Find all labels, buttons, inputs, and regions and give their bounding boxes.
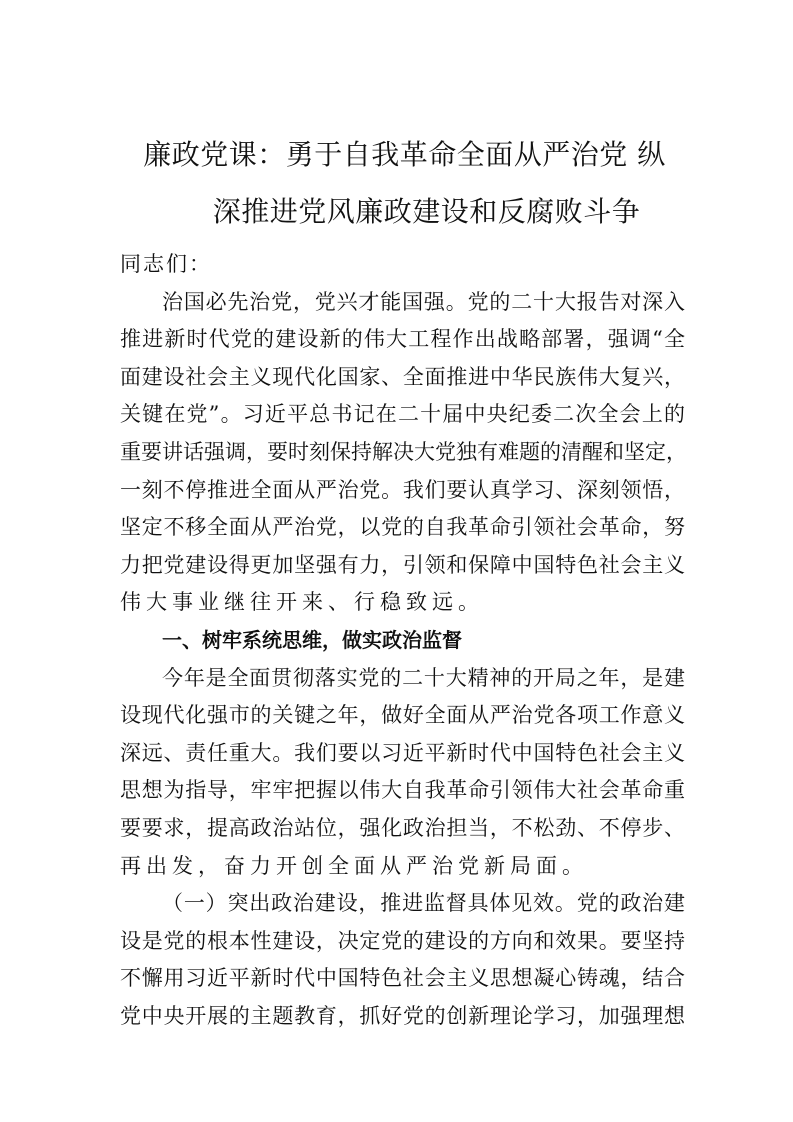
paragraph-line: 设是党的根本性建设，决定党的建设的方向和效果。要坚持	[120, 928, 685, 953]
paragraph-line: 关键在党”。习近平总书记在二十届中央纪委二次全会上的	[120, 402, 685, 427]
paragraph-line: 坚定不移全面从严治党，以党的自我革命引领社会革命，努	[120, 515, 685, 540]
paragraph-line: （一）突出政治建设，推进监督具体见效。党的政治建	[162, 891, 685, 916]
paragraph-line: 面建设社会主义现代化国家、全面推进中华民族伟大复兴，	[120, 364, 685, 389]
document-title-line-1: 廉政党课：勇于自我革命全面从严治党 纵	[143, 138, 666, 171]
paragraph-line: 推进新时代党的建设新的伟大工程作出战略部署，强调“全	[120, 327, 685, 352]
paragraph	[120, 885, 685, 1035]
paragraph-line: 深远、责任重大。我们要以习近平新时代中国特色社会主义	[120, 740, 685, 765]
document-title-line-2: 深推进党风廉政建设和反腐败斗争	[212, 195, 641, 228]
paragraph-line: 再出发，奋力开创全面从严治党新局面。	[120, 853, 588, 878]
paragraph-line: 党中央开展的主题教育，抓好党的创新理论学习，加强理想	[120, 1003, 685, 1028]
paragraph-line: 重要讲话强调，要时刻保持解决大党独有难题的清醒和坚定，	[120, 439, 687, 464]
paragraph-line: 思想为指导，牢牢把握以伟大自我革命引领伟大社会革命重	[120, 778, 685, 803]
salutation: 同志们：	[120, 252, 212, 276]
paragraph-line: 力把党建设得更加坚强有力，引领和保障中国特色社会主义	[120, 552, 685, 577]
section-heading	[120, 622, 685, 660]
paragraph-line: 不懈用习近平新时代中国特色社会主义思想凝心铸魂，结合	[120, 966, 685, 991]
heading-text: 一、树牢系统思维，做实政治监督	[162, 627, 462, 652]
paragraph-line: 设现代化强市的关键之年，做好全面从严治党各项工作意义	[120, 703, 685, 728]
paragraph-line: 一刻不停推进全面从严治党。我们要认真学习、深刻领悟，	[120, 477, 685, 502]
paragraph-line: 今年是全面贯彻落实党的二十大精神的开局之年，是建	[162, 665, 685, 690]
document-body	[120, 246, 685, 1035]
paragraph	[120, 284, 685, 622]
paragraph-line: 要要求，提高政治站位，强化政治担当，不松劲、不停步、	[120, 815, 685, 840]
paragraph-line: 伟大事业继往开来、行稳致远。	[120, 590, 484, 615]
paragraph-line: 治国必先治党，党兴才能国强。党的二十大报告对深入	[162, 289, 685, 314]
paragraph	[120, 660, 685, 886]
